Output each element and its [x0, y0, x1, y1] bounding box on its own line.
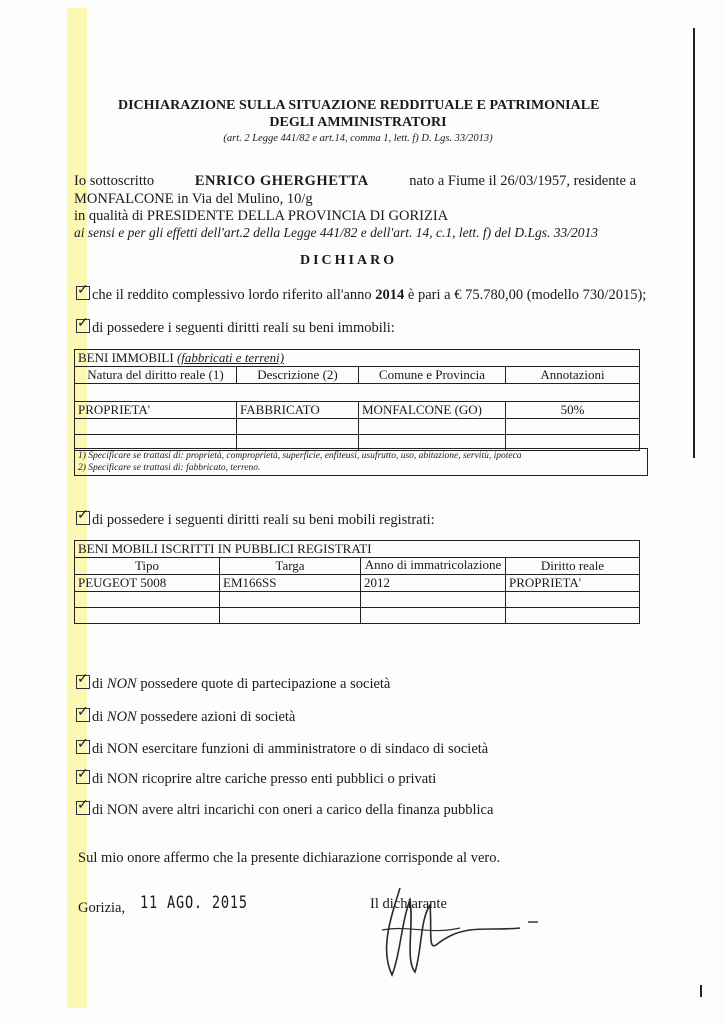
- mobili-cell: [506, 608, 640, 624]
- immobili-header: Natura del diritto reale (1): [75, 367, 237, 384]
- declaration-item: [76, 740, 488, 758]
- immobili-intro-text: di possedere i seguenti diritti reali su beni immobili:: [92, 320, 395, 336]
- checkbox-declaration[interactable]: [76, 770, 90, 784]
- mobili-intro-text: di possedere i seguenti diritti reali su beni mobili registrati:: [92, 512, 435, 528]
- legal-reference: (art. 2 Legge 441/82 e art.14, comma 1, lett. f) D. Lgs. 33/2013): [223, 133, 493, 144]
- declaration-negation: NON: [106, 709, 137, 725]
- immobili-spacer: [75, 384, 640, 402]
- immobili-cell: [237, 419, 359, 435]
- immobili-header: Comune e Provincia: [359, 367, 506, 384]
- mobili-header: Anno di immatricolazione: [361, 558, 506, 575]
- mobili-cell: 2012: [361, 575, 506, 592]
- checkbox-mobili[interactable]: [76, 511, 90, 525]
- mobili-table: [74, 540, 640, 624]
- mobili-header: Targa: [220, 558, 361, 575]
- immobili-cell: PROPRIETA': [75, 402, 237, 419]
- immobili-intro: [76, 319, 395, 337]
- immobili-cell: [359, 419, 506, 435]
- declaration-text: possedere quote di partecipazione a società: [140, 676, 391, 692]
- place: Gorizia,: [78, 900, 126, 916]
- affirmation: Sul mio onore affermo che la presente dichiarazione corrisponde al vero.: [78, 850, 501, 866]
- declarant-name: ENRICO GHERGHETTA: [194, 173, 369, 189]
- mobili-cell: [75, 592, 220, 608]
- immobili-note-2: 2) Specificare se trattasi di: fabbricato, terreno.: [78, 463, 261, 473]
- mobili-cell: EM166SS: [220, 575, 361, 592]
- declarant-prefix: Io sottoscritto: [74, 173, 155, 189]
- immobili-cell: [506, 419, 640, 435]
- declarant-line-3: in qualità di PRESIDENTE DELLA PROVINCIA DI GORIZIA: [74, 208, 449, 224]
- immobili-caption-plain: BENI IMMOBILI: [78, 350, 174, 365]
- dichiaro-heading: DICHIARO: [300, 253, 398, 268]
- mobili-caption: BENI MOBILI ISCRITTI IN PUBBLICI REGISTRATI: [75, 541, 640, 558]
- checkbox-declaration[interactable]: [76, 675, 90, 689]
- immobili-cell: MONFALCONE (GO): [359, 402, 506, 419]
- income-year: 2014: [375, 287, 405, 303]
- declarant-line-4: ai sensi e per gli effetti dell'art.2 della Legge 441/82 e dell'art. 14, c.1, lett. f) del D.Lgs. 33/2013: [74, 225, 598, 240]
- income-prefix: che il reddito complessivo lordo riferito all'anno: [92, 287, 372, 303]
- declaration-negation: NON: [106, 676, 137, 692]
- immobili-header: Descrizione (2): [237, 367, 359, 384]
- title-line-1: DICHIARAZIONE SULLA SITUAZIONE REDDITUALE E PATRIMONIALE: [118, 98, 600, 113]
- mobili-cell: [361, 592, 506, 608]
- declaration-text: NON esercitare funzioni di amministratore o di sindaco di società: [106, 741, 489, 757]
- immobili-caption-italic: (fabbricati e terreni): [176, 350, 285, 365]
- immobili-caption: [75, 350, 640, 367]
- declarant-line-1: [74, 173, 636, 190]
- declaration-text: NON ricoprire altre cariche presso enti pubblici o privati: [106, 771, 437, 787]
- income-line: [76, 286, 646, 304]
- mobili-header: Diritto reale: [506, 558, 640, 575]
- immobili-cell: 50%: [506, 402, 640, 419]
- title-line-2: DEGLI AMMINISTRATORI: [269, 115, 447, 130]
- declaration-prefix: di: [92, 802, 104, 818]
- declaration-item: [76, 801, 493, 819]
- declaration-text: NON avere altri incarichi con oneri a carico della finanza pubblica: [106, 802, 494, 818]
- declaration-prefix: di: [92, 709, 104, 725]
- immobili-cell: [75, 419, 237, 435]
- immobili-note-1: 1) Specificare se trattasi di: proprietà, comproprietà, superficie, enfiteusi, usufrutto, uso, abitazione, servitù, ipoteca: [78, 451, 522, 461]
- signature-label: Il dichiarante: [370, 896, 447, 912]
- declaration-item: [76, 770, 436, 788]
- mobili-cell: [361, 608, 506, 624]
- income-amount: è pari a € 75.780,00 (modello 730/2015);: [407, 287, 647, 303]
- mobili-cell: PROPRIETA': [506, 575, 640, 592]
- scan-edge: [693, 28, 695, 458]
- mobili-cell: [506, 592, 640, 608]
- date-stamp: 11 AGO. 2015: [140, 893, 248, 913]
- immobili-table: [74, 349, 640, 451]
- checkbox-declaration[interactable]: [76, 740, 90, 754]
- mobili-cell: [220, 608, 361, 624]
- declaration-prefix: di: [92, 771, 104, 787]
- signature-scribble: [370, 880, 545, 985]
- scan-edge-mark: [700, 985, 702, 997]
- mobili-intro: [76, 511, 435, 529]
- declaration-item: [76, 675, 390, 693]
- checkbox-declaration[interactable]: [76, 801, 90, 815]
- immobili-header: Annotazioni: [506, 367, 640, 384]
- checkbox-income[interactable]: [76, 286, 90, 300]
- mobili-cell: PEUGEOT 5008: [75, 575, 220, 592]
- checkbox-immobili[interactable]: [76, 319, 90, 333]
- declaration-prefix: di: [92, 741, 104, 757]
- mobili-header: Tipo: [75, 558, 220, 575]
- declaration-item: [76, 708, 295, 726]
- checkbox-declaration[interactable]: [76, 708, 90, 722]
- declaration-text: possedere azioni di società: [140, 709, 296, 725]
- declarant-birth: nato a Fiume il 26/03/1957, residente a: [409, 173, 636, 189]
- immobili-cell: FABBRICATO: [237, 402, 359, 419]
- declarant-line-2: MONFALCONE in Via del Mulino, 10/g: [74, 191, 313, 207]
- mobili-cell: [220, 592, 361, 608]
- declaration-prefix: di: [92, 676, 104, 692]
- mobili-cell: [75, 608, 220, 624]
- immobili-notes: [74, 448, 648, 476]
